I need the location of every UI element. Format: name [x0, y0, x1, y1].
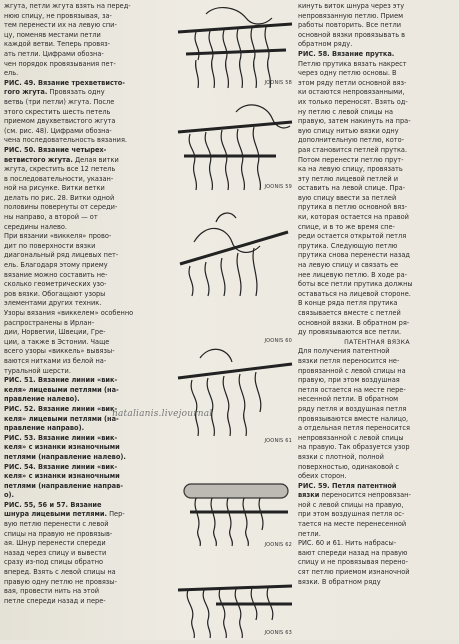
- section-heading: ПАТЕНТНАЯ ВЯЗКА: [344, 338, 410, 346]
- caption: РИС. 52. Вязание линии «вик- келя» лицевыми петлями (на- правление направо).: [4, 404, 119, 433]
- figure-label: JOONIS 62: [264, 542, 292, 548]
- figure-column: [176, 0, 294, 640]
- caption: РИС. 53. Вязание линии «вик- келя» с изнанки изнаночными петлями (направление налево).: [4, 433, 126, 461]
- paragraph: РИС. 55, 56 и 57. Вязание шнура лицевыми петлями. Пер- вую петлю перенести с левой спицы на правую не провязыв- ая. Шнур перенести спереди назад через спицу и вывести сразу из-под спицы обратно вперед. Взять с левой спицы на правую одну петлю не провязы- вая, провести нить на этой петле спереди назад и пере-: [4, 500, 125, 605]
- figure-label: JOONIS 58: [264, 80, 292, 86]
- figure-62: [176, 456, 294, 548]
- paragraph: РИС. 60 и 61. Нить набрасы- вают спереди назад на правую спицу и не провязывая перено- сят петлю приемом изнаночной вязки. В обратном ряду: [298, 539, 410, 586]
- figure-label: JOONIS 59: [264, 184, 292, 190]
- paragraph: жгута, петли жгута взять на перед- нюю спицу, не провязывая, за- тем перенести их на левую спи- цу, поменяв местами петли каждой ветви. Теперь провяз- ать петли. Цифрами обозна- чен порядок провязывания пет- ель.: [4, 2, 131, 78]
- figure-59: [176, 100, 294, 192]
- paragraph: Для получения патентной вязки петля переносится не- провязанной с левой спицы на правую, при этом воздушная петля остается на месте пере- несенной петли. В обратном ряду петля и воздушная петля провязываются вместе налицо, а отдельная петля переносится непровязанной с левой спицы на правую. Так образуется узор вязки с плотной, полной поверхностью, одинаковой с обеих сторон.: [298, 347, 410, 481]
- paragraph: РИС. 59. Петля патентной вязки переносится непровязан- ной с левой спицы на правую, при этом воздушная петля ос- тается на месте перенесенной петли.: [298, 481, 411, 538]
- paragraph: кинуть виток шнура через эту непровязанную петлю. Прием работы повторить. Все петли основной вязки провязывать в обратном ряду.: [298, 2, 406, 49]
- figure-60: [176, 202, 294, 344]
- left-text-column: [4, 2, 170, 638]
- caption: РИС. 51. Вязание линии «вик- келя» лицевыми петлями (на- правление налево).: [4, 376, 119, 404]
- knitting-illustration: [176, 456, 294, 548]
- knitting-illustration: [176, 100, 294, 192]
- watermark: natalianis.livejournal: [112, 409, 213, 419]
- paragraph: РИС. 49. Вязание трехветвисто- гого жгута. Провязать одну ветвь (три петли) жгута. После этого скрестить шесть петель приемом двухветвистого жгута (см. рис. 48). Цифрами обозна- чена последовательность вязания.: [4, 78, 128, 145]
- figure-63: [176, 560, 294, 640]
- figure-58: [176, 4, 294, 90]
- knitting-illustration: [176, 4, 294, 90]
- figure-61: [176, 338, 294, 444]
- paragraph: При вязании «виккеля» прово- дит по поверхности вязки диагональный ряд лицевых пет- ель. Благодаря этому приему вязание можно составить не- сколько геометрических узо- ров вязки. Обогащают узоры элементами других техник. Узоры вязания «виккелем» особенно распространены в Ирлан- дии, Норвегии, Швеции, Гре- ции, а также в Эстонии. Чаще всего узоры «виккель» вывязы- ваются нитками из белой на- туральной шерсти.: [4, 232, 134, 375]
- right-text-column: [298, 2, 456, 638]
- caption: РИС. 54. Вязание линии «вик- келя» с изнанки изнаночными петлями (направление направ- о).: [4, 462, 124, 500]
- knitting-illustration: [176, 338, 294, 438]
- figure-label: JOONIS 60: [264, 338, 292, 344]
- figure-label: JOONIS 61: [264, 438, 292, 444]
- paragraph: РИС. 58. Вязание прутка. Петлю прутика вязать накрест через одну петлю основы. В этом ряду петли основной вяз- ки остаются непровязанными, их только переносят. Взять од- ну петлю с левой спицы на правую, затем накинуть на пра- вую спицу нитью вязки одну дополнительную петлю, кото- рая становится петлей прутка. Потом перенести петлю прут- ка на левую спицу, провязать эту петлю лицевой петлей и оставить на левой спице. Пра- вую спицу ввести за петлей прутика в петлю основной вяз- ки, которая остается на правой спице, и в то же время спе- реди остается открытой петля прутика. Следующую петлю прутика снова перенести назад на левую спицу и связать ее нее лицевую петлю. В ходе ра- боты все петли прутика должны оставаться на лицевой стороне. В конце ряда петля прутика связывается вместе с петлей основной вязки. В обратном ря- ду провязываются все петли.: [298, 49, 413, 337]
- knitting-illustration: [176, 202, 294, 302]
- figure-label: JOONIS 63: [264, 630, 292, 636]
- knitting-illustration: [176, 560, 294, 640]
- paragraph: РИС. 50. Вязание четырех- ветвистого жгута. Делая витки жгута, скрестить все 12 петель в последовательности, указан- ной на рисунке. Витки ветки делать по рис. 28. Витки одной половины повернуты от середи- ны направо, а второй — от середины налево.: [4, 145, 119, 231]
